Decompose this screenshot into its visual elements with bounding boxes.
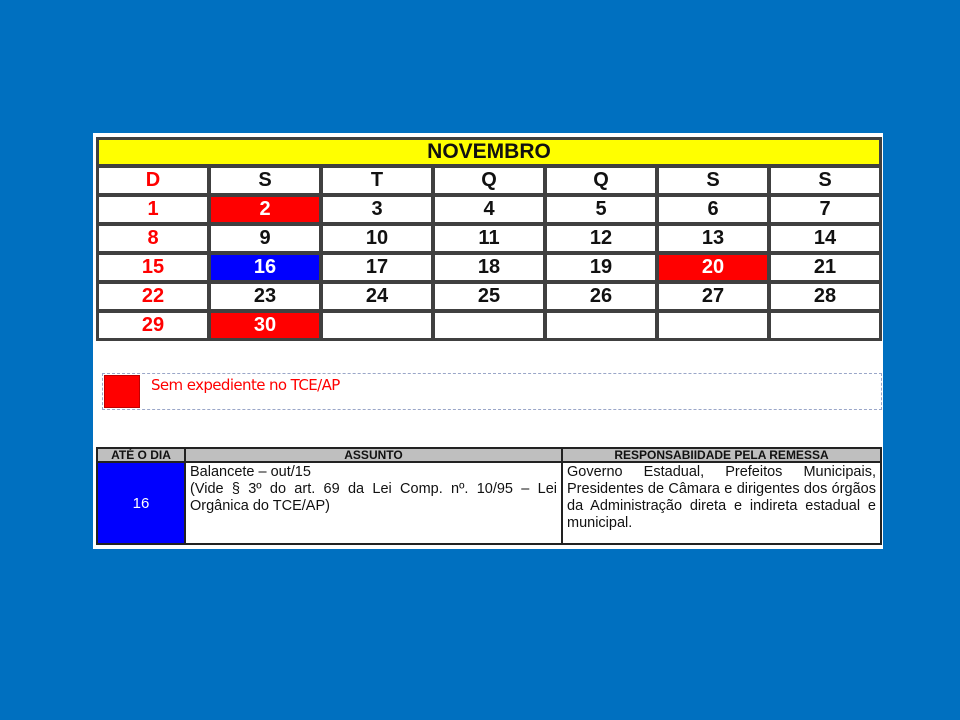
day-cell: 17 — [322, 254, 432, 281]
day-cell-empty — [546, 312, 656, 339]
legend-box — [102, 373, 882, 410]
day-cell: 15 — [98, 254, 208, 281]
legend-swatch — [104, 375, 140, 408]
subject-reference: (Vide § 3º do art. 69 da Lei Comp. nº. 10/95 – Lei Orgânica do TCE/AP) — [190, 481, 557, 514]
column-header-responsibility: RESPONSABIIDADE PELA REMESSA — [562, 448, 881, 462]
day-cell-empty — [434, 312, 544, 339]
week-row — [98, 312, 880, 339]
weekday-header-row — [98, 167, 880, 194]
week-row — [98, 283, 880, 310]
day-cell-empty — [658, 312, 768, 339]
weekday-label: T — [322, 167, 432, 194]
calendar-table — [96, 137, 882, 341]
day-cell: 3 — [322, 196, 432, 223]
day-cell: 24 — [322, 283, 432, 310]
table-row — [97, 462, 881, 544]
day-cell-empty — [322, 312, 432, 339]
day-cell: 13 — [658, 225, 768, 252]
day-cell: 14 — [770, 225, 880, 252]
week-row — [98, 196, 880, 223]
column-header-subject: ASSUNTO — [185, 448, 562, 462]
week-row — [98, 254, 880, 281]
day-cell: 8 — [98, 225, 208, 252]
day-cell: 12 — [546, 225, 656, 252]
day-cell: 25 — [434, 283, 544, 310]
subject-title: Balancete – out/15 — [190, 464, 311, 480]
weekday-label: S — [770, 167, 880, 194]
day-cell-no-office: 30 — [210, 312, 320, 339]
day-cell: 4 — [434, 196, 544, 223]
day-cell: 23 — [210, 283, 320, 310]
day-cell: 6 — [658, 196, 768, 223]
weekday-label: Q — [546, 167, 656, 194]
day-cell-deadline: 16 — [210, 254, 320, 281]
day-cell: 27 — [658, 283, 768, 310]
weekday-label: S — [658, 167, 768, 194]
deadline-table — [96, 447, 882, 545]
day-cell-no-office: 20 — [658, 254, 768, 281]
day-cell: 18 — [434, 254, 544, 281]
day-cell: 19 — [546, 254, 656, 281]
deadline-day: 16 — [97, 462, 185, 544]
week-row — [98, 225, 880, 252]
weekday-label: D — [98, 167, 208, 194]
day-cell: 28 — [770, 283, 880, 310]
deadline-subject — [185, 462, 562, 544]
day-cell: 5 — [546, 196, 656, 223]
day-cell: 1 — [98, 196, 208, 223]
day-cell: 11 — [434, 225, 544, 252]
day-cell-empty — [770, 312, 880, 339]
weekday-label: S — [210, 167, 320, 194]
day-cell: 10 — [322, 225, 432, 252]
day-cell: 21 — [770, 254, 880, 281]
day-cell: 22 — [98, 283, 208, 310]
day-cell: 7 — [770, 196, 880, 223]
day-cell: 29 — [98, 312, 208, 339]
deadline-header-row — [97, 448, 881, 462]
day-cell-no-office: 2 — [210, 196, 320, 223]
month-title: NOVEMBRO — [98, 139, 880, 165]
column-header-day: ATÉ O DIA — [97, 448, 185, 462]
legend-text: Sem expediente no TCE/AP — [151, 376, 340, 394]
calendar-panel — [93, 133, 883, 549]
day-cell: 26 — [546, 283, 656, 310]
weekday-label: Q — [434, 167, 544, 194]
deadline-responsibility: Governo Estadual, Prefeitos Municipais, Presidentes de Câmara e dirigentes dos órgãos da Administração direta e indireta estadual e municipal. — [562, 462, 881, 544]
day-cell: 9 — [210, 225, 320, 252]
